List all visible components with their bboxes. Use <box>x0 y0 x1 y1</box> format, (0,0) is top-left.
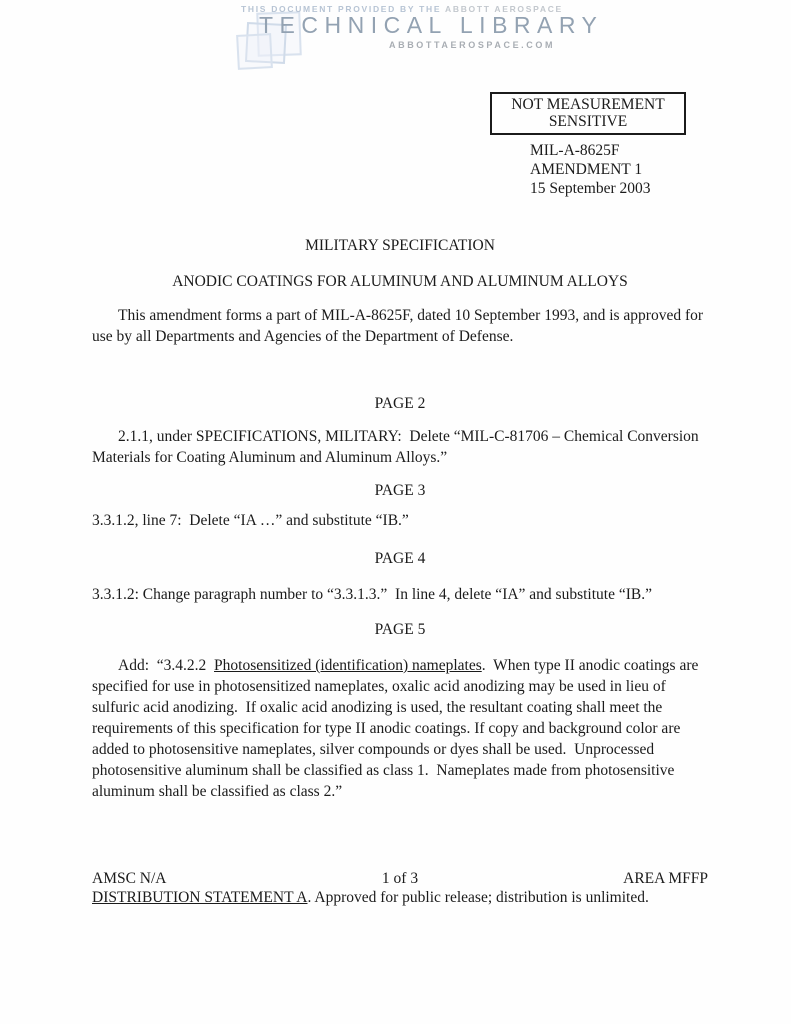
page5-instruction-prefix: Add: “3.4.2.2 <box>118 657 215 674</box>
page5-instruction-rest: . When type II anodic coatings are specified for use in photosensitized nameplates, oxalic acid anodizing may be used in lieu of sulfuric acid anodizing. If oxalic acid anodizing is used, the resultant coating shall meet the requirements of this specification for type II anodic coatings. If copy and background color are added to photosensitive nameplates, silver compounds or dyes shall be used. Unprocessed photosensitive aluminum shall be classified as class 1. Nameplates made from photosensitive aluminum shall be classified as class 2.” <box>92 657 703 800</box>
document-footer <box>92 869 708 907</box>
notice-line-1: NOT MEASUREMENT <box>511 96 665 113</box>
doc-date: 15 September 2003 <box>530 180 651 197</box>
page5-instruction-underlined-heading: Photosensitized (identification) nameplates <box>214 657 482 674</box>
page3-instruction: 3.3.1.2, line 7: Delete “IA …” and substitute “IB.” <box>92 512 409 529</box>
document-identity <box>530 141 651 198</box>
distribution-statement <box>92 888 708 907</box>
page5-instruction <box>92 655 708 802</box>
watermark-title: TECHNICAL LIBRARY <box>259 12 604 38</box>
footer-amsc: AMSC N/A <box>92 870 167 887</box>
watermark-tagline-brand: ABBOTT AEROSPACE <box>445 4 563 14</box>
footer-page-number: 1 of 3 <box>381 870 419 887</box>
spec-subject-title: ANODIC COATINGS FOR ALUMINUM AND ALUMINUM ALLOYS <box>172 273 628 290</box>
spec-type-title: MILITARY SPECIFICATION <box>305 237 495 254</box>
footer-row <box>92 869 708 888</box>
page3-heading: PAGE 3 <box>374 482 426 499</box>
doc-amendment: AMENDMENT 1 <box>530 161 643 178</box>
page2-heading: PAGE 2 <box>374 395 426 412</box>
page5-heading: PAGE 5 <box>374 621 426 638</box>
doc-number: MIL-A-8625F <box>530 142 620 159</box>
footer-area: AREA MFFP <box>623 870 708 887</box>
not-measurement-sensitive-box <box>490 92 686 135</box>
distribution-statement-text: . Approved for public release; distribution is unlimited. <box>307 889 649 906</box>
watermark-tagline-light: THIS DOCUMENT PROVIDED BY THE <box>241 4 442 14</box>
distribution-statement-label: DISTRIBUTION STATEMENT A <box>92 889 308 906</box>
notice-line-2: SENSITIVE <box>548 113 628 130</box>
document-body <box>92 236 708 802</box>
page4-instruction: 3.3.1.2: Change paragraph number to “3.3.1.3.” In line 4, delete “IA” and substitute “IB.” <box>92 586 652 603</box>
page2-instruction: 2.1.1, under SPECIFICATIONS, MILITARY: Delete “MIL-C-81706 – Chemical Conversion Materials for Coating Aluminum and Aluminum Alloys.” <box>92 428 703 466</box>
page4-heading: PAGE 4 <box>374 550 426 567</box>
intro-paragraph: This amendment forms a part of MIL-A-8625F, dated 10 September 1993, and is approved for use by all Departments and Agencies of the Department of Defense. <box>92 307 707 345</box>
watermark-domain: ABBOTTAEROSPACE.COM <box>389 40 556 50</box>
